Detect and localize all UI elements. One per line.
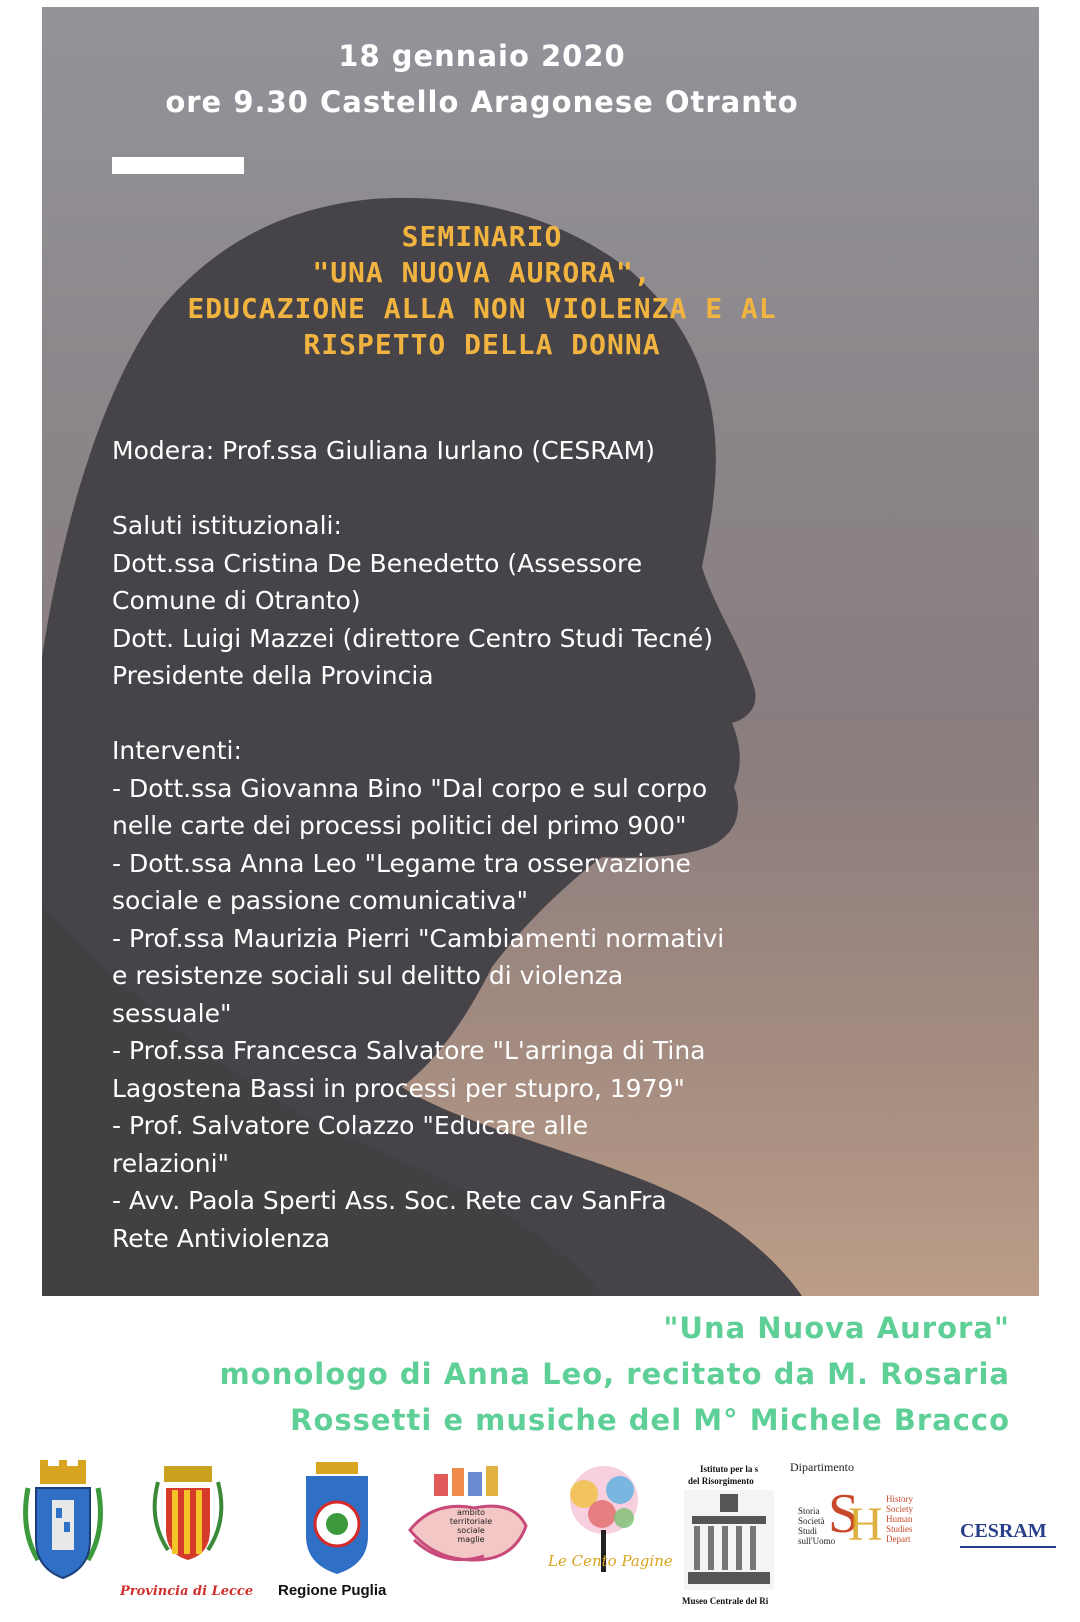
- regione-crest-icon: [272, 1460, 402, 1580]
- seminar-title-line: SEMINARIO: [401, 220, 563, 253]
- regione-puglia-label: Regione Puglia: [278, 1582, 387, 1599]
- poster-panel: [42, 7, 1039, 1296]
- svg-text:S: S: [828, 1483, 860, 1545]
- talk-line: - Prof.ssa Maurizia Pierri "Cambiamenti normativi: [112, 923, 725, 953]
- divider-bar: [112, 157, 244, 174]
- greeting-line: Dott. Luigi Mazzei (direttore Centro Studi Tecné): [112, 623, 713, 653]
- shs-monogram-icon: [826, 1480, 886, 1550]
- monologue-title: "Una Nuova Aurora": [663, 1311, 1010, 1345]
- paper-tree-icon: [544, 1460, 664, 1590]
- otranto-crest-logo: [18, 1460, 108, 1610]
- dipartimento-en-label: History Society Human Studies Depart: [886, 1494, 913, 1544]
- cesram-logo: [960, 1460, 1070, 1610]
- talk-line: - Prof. Salvatore Colazzo "Educare alle: [112, 1111, 589, 1140]
- museo-top-label: Istituto per la s: [700, 1464, 759, 1474]
- monologue-credits: [50, 1305, 1010, 1443]
- dipartimento-label: Dipartimento: [790, 1460, 854, 1474]
- talk-line: nelle carte dei processi politici del primo 900": [112, 811, 687, 840]
- cento-pagine-label: Le Cento Pagine: [548, 1552, 673, 1570]
- talk-line: sociale e passione comunicativa": [112, 886, 529, 915]
- monologue-line: Rossetti e musiche del M° Michele Bracco: [290, 1403, 1010, 1437]
- talk-line: relazioni": [112, 1148, 230, 1178]
- provincia-lecce-label: Provincia di Lecce: [120, 1584, 254, 1599]
- talk-line: - Avv. Paola Sperti Ass. Soc. Rete cav SanFra: [112, 1186, 667, 1215]
- dipartimento-it-label: Storia Società Studi sull'Uomo: [798, 1506, 836, 1546]
- monument-icon: [684, 1490, 774, 1590]
- talk-line: - Dott.ssa Anna Leo "Legame tra osservazione: [112, 848, 691, 878]
- talk-line: sessuale": [112, 998, 232, 1028]
- greeting-line: Presidente della Provincia: [112, 661, 434, 690]
- cesram-underline: [960, 1546, 1056, 1548]
- talk-line: Lagostena Bassi in processi per stupro, 1979": [112, 1073, 685, 1103]
- monologue-line: monologo di Anna Leo, recitato da M. Rosaria: [219, 1357, 1010, 1391]
- event-datetime: [42, 33, 922, 125]
- provincia-lecce-logo: [118, 1460, 258, 1610]
- greetings-heading: Saluti istituzionali:: [112, 511, 342, 540]
- moderator-line: Modera: Prof.ssa Giuliana Iurlano (CESRAM): [112, 436, 655, 465]
- talk-line: Rete Antiviolenza: [112, 1223, 331, 1253]
- dipartimento-logo: [786, 1460, 936, 1610]
- talk-line: - Prof.ssa Francesca Salvatore "L'arringa di Tina: [112, 1036, 706, 1065]
- greeting-line: Comune di Otranto): [112, 586, 361, 615]
- cento-pagine-logo: [544, 1460, 673, 1610]
- sponsor-logos: [0, 1460, 1080, 1610]
- greeting-line: Dott.ssa Cristina De Benedetto (Assessore: [112, 548, 643, 578]
- talk-line: e resistenze sociali sul delitto di violenza: [112, 961, 624, 990]
- event-time-place: ore 9.30 Castello Aragonese Otranto: [165, 85, 799, 119]
- museo-bottom-label: Museo Centrale del Ri: [682, 1596, 769, 1606]
- cesram-label: CESRAM: [960, 1520, 1047, 1542]
- svg-text:H: H: [848, 1498, 883, 1550]
- crest-icon: [18, 1460, 108, 1590]
- provincia-crest-icon: [118, 1460, 258, 1580]
- talks-heading: Interventi:: [112, 736, 242, 765]
- seminar-title-line: "UNA NUOVA AURORA",: [312, 256, 652, 289]
- talk-line: - Dott.ssa Giovanna Bino "Dal corpo e sul corpo: [112, 773, 708, 803]
- ambito-label: ambito territoriale sociale maglie: [449, 1508, 493, 1544]
- seminar-title-line: EDUCAZIONE ALLA NON VIOLENZA E AL: [187, 292, 777, 325]
- program-text: [112, 432, 832, 1257]
- museo-risorgimento-logo: [674, 1460, 778, 1610]
- event-date: 18 gennaio 2020: [338, 39, 626, 73]
- seminar-title-line: RISPETTO DELLA DONNA: [303, 328, 661, 361]
- regione-puglia-logo: [272, 1460, 402, 1610]
- ambito-maglie-logo: [404, 1460, 534, 1610]
- museo-top-label: del Risorgimento: [688, 1476, 754, 1486]
- seminar-title: [42, 219, 922, 363]
